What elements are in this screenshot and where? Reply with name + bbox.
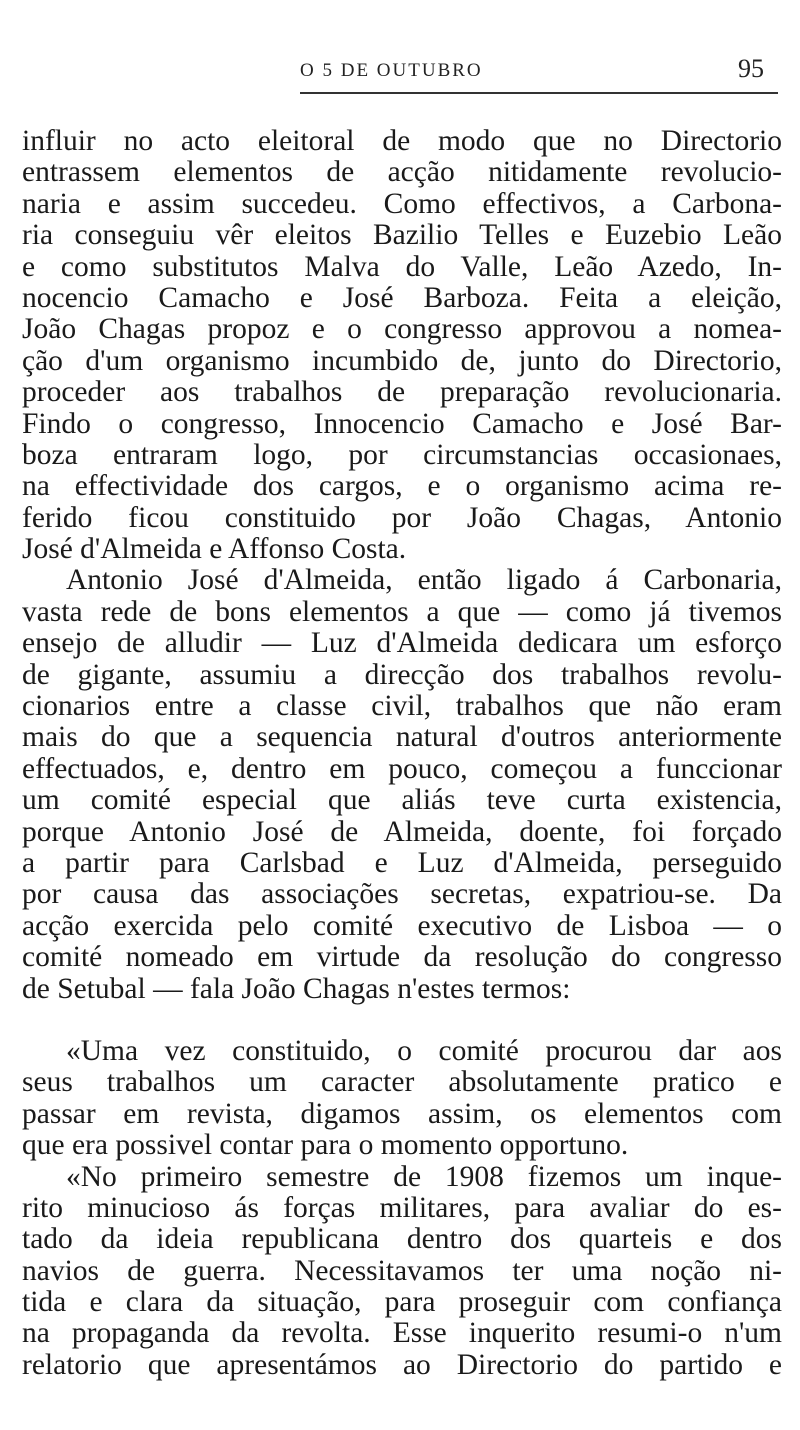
text-line: na effectividade dos cargos, e o organismo acima re- [22, 471, 782, 503]
text-line: influir no acto eleitoral de modo que no Directorio [22, 126, 782, 157]
text-line: na propaganda da revolta. Esse inquerito resumi-o n'um [22, 1318, 782, 1350]
paragraph-4 [22, 1162, 782, 1382]
text-line: e como substitutos Malva do Valle, Leão Azedo, In- [22, 251, 782, 283]
text-line: que era possivel contar para o momento opportuno. [22, 1130, 629, 1162]
text-line: Antonio José d'Almeida, então ligado á Carbonaria, [66, 565, 782, 597]
text-line: entrassem elementos de acção nitidamente revolucio- [22, 157, 782, 189]
running-title: O 5 DE OUTUBRO [300, 60, 483, 81]
text-line: de gigante, assumiu a direcção dos trabalhos revolu- [22, 659, 782, 691]
text-line: vasta rede de bons elementos a que — como já tivemos [22, 596, 782, 628]
text-line: acção exercida pelo comité executivo de Lisboa — o [22, 910, 782, 942]
text-line: ensejo de alludir — Luz d'Almeida dedicara um esforço [22, 628, 782, 660]
text-line: boza entraram logo, por circumstancias occasionaes, [22, 439, 782, 471]
text-line: ção d'um organismo incumbido de, junto do Directorio, [22, 345, 782, 377]
text-line: cionarios entre a classe civil, trabalhos que não eram [22, 691, 782, 723]
text-line: seus trabalhos um caracter absolutamente pratico e [22, 1067, 782, 1099]
text-line: nocencio Camacho e José Barboza. Feita a eleição, [22, 282, 782, 314]
text-line: mais do que a sequencia natural d'outros anteriormente [22, 722, 782, 754]
paragraph-gap [22, 1005, 782, 1036]
text-line: proceder aos trabalhos de preparação revolucionaria. [22, 377, 782, 409]
text-line: Findo o congresso, Innocencio Camacho e José Bar- [22, 408, 782, 440]
page-number: 95 [738, 54, 764, 83]
text-line: a partir para Carlsbad e Luz d'Almeida, perseguido [22, 847, 782, 879]
text-line: de Setubal — fala João Chagas n'estes termos: [22, 973, 571, 1005]
text-line: passar em revista, digamos assim, os elementos com [22, 1098, 782, 1130]
text-line: effectuados, e, dentro em pouco, começou a funccionar [22, 753, 782, 785]
text-line: relatorio que apresentámos ao Directorio do partido e [22, 1349, 782, 1381]
text-line: porque Antonio José de Almeida, doente, foi forçado [22, 816, 782, 848]
header-rule [300, 92, 778, 94]
text-line: comité nomeado em virtude da resolução do congresso [22, 942, 782, 974]
text-line: um comité especial que aliás teve curta existencia, [22, 785, 782, 817]
text-line: rito minucioso ás forças militares, para avaliar do es- [22, 1192, 782, 1224]
text-line: «No primeiro semestre de 1908 fizemos um inque- [66, 1161, 782, 1193]
text-line: ria conseguiu vêr eleitos Bazilio Telles e Euzebio Leão [22, 220, 782, 252]
text-line: ferido ficou constituido por João Chagas, Antonio [22, 502, 782, 534]
text-line: tida e clara da situação, para proseguir com confiança [22, 1287, 782, 1319]
text-line: «Uma vez constituido, o comité procurou dar aos [66, 1035, 782, 1067]
text-line: navios de guerra. Necessitavamos ter uma noção ni- [22, 1255, 782, 1287]
body-text [22, 126, 782, 1381]
text-line: José d'Almeida e Affonso Costa. [22, 534, 407, 566]
text-line: naria e assim succedeu. Como effectivos, a Carbona- [22, 188, 782, 220]
paragraph-1 [22, 126, 782, 565]
paragraph-2 [22, 565, 782, 1004]
page-header [0, 54, 800, 90]
paragraph-3 [22, 1036, 782, 1162]
text-line: tado da ideia republicana dentro dos quarteis e dos [22, 1224, 782, 1256]
text-line: João Chagas propoz e o congresso approvou a nomea- [22, 314, 782, 346]
text-line: por causa das associações secretas, expatriou-se. Da [22, 879, 782, 911]
